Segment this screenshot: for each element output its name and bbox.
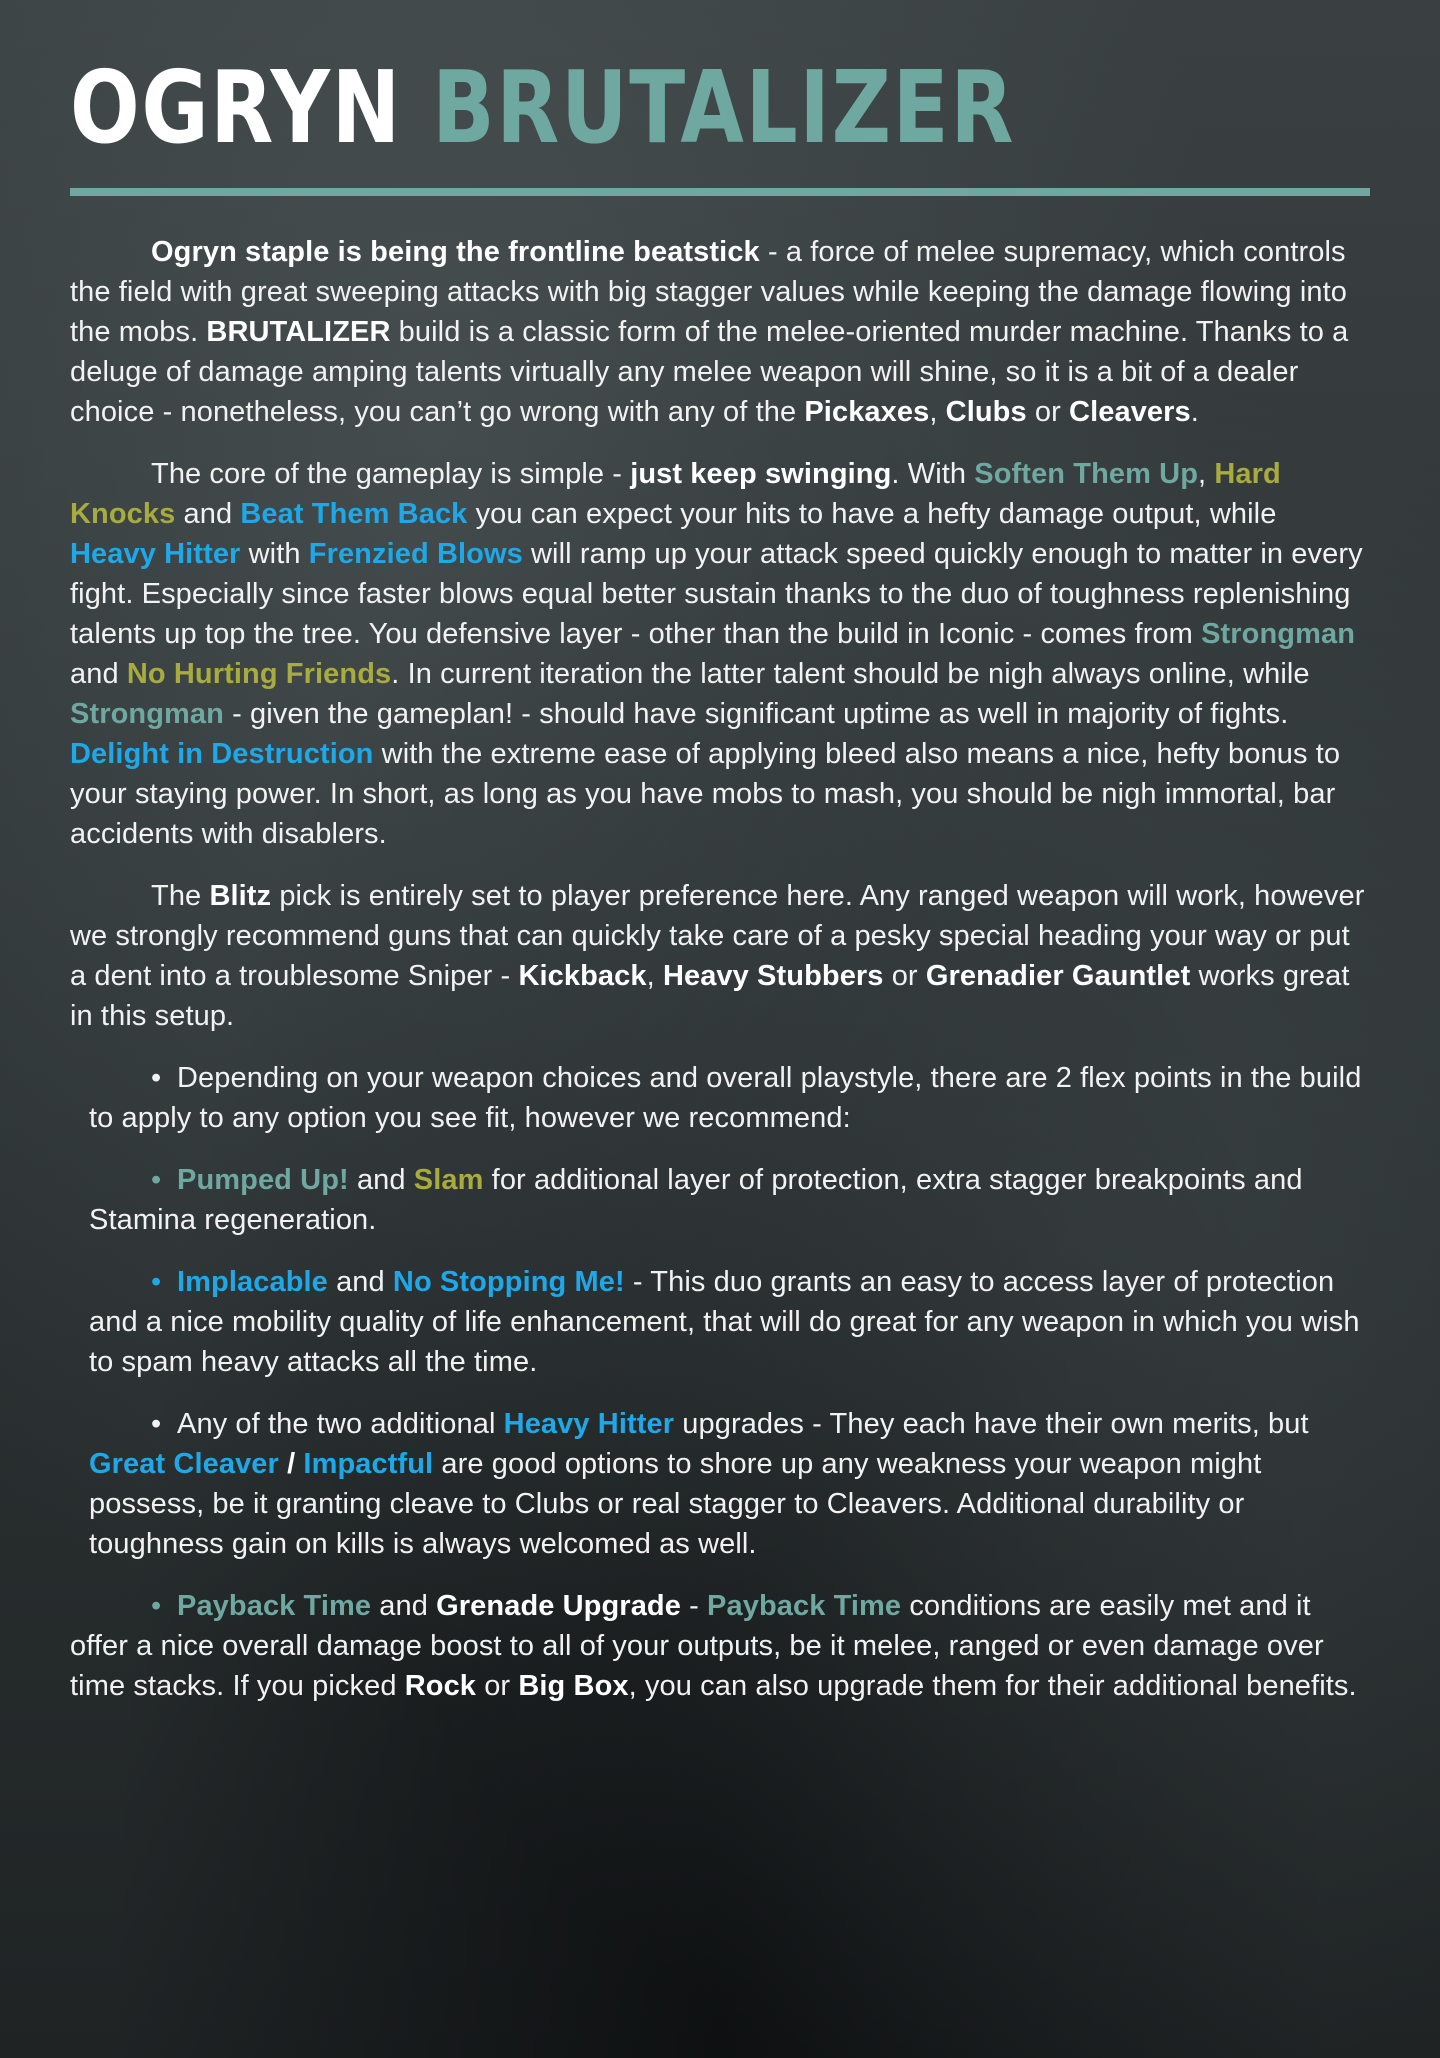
text-run: works great in this setup.: [70, 960, 1350, 1032]
text-run: , you can also upgrade them for their additional benefits.: [628, 1670, 1357, 1702]
talent-no-stopping-me: No Stopping Me!: [392, 1266, 625, 1298]
text-run: . In current iteration the latter talent should be nigh always online, while: [391, 658, 1310, 690]
text-run: or: [476, 1670, 519, 1702]
bold-phrase: /: [278, 1448, 304, 1480]
text-run: . With: [891, 458, 975, 490]
text-run: - a force of melee supremacy, which controls the field with great sweeping attacks with big stagger values while keeping the damage flowing into the mobs.: [70, 236, 1347, 348]
bold-phrase: Rock: [404, 1670, 477, 1702]
talent-no-hurting-friends: No Hurting Friends: [126, 658, 392, 690]
bold-phrase: Grenade Upgrade: [436, 1590, 681, 1622]
text-run: upgrades - They each have their own merits, but: [674, 1408, 1309, 1440]
text-run: you can expect your hits to have a hefty damage output, while: [467, 498, 1277, 530]
bold-phrase: Heavy Stubbers: [662, 960, 884, 992]
title-ogryn: OGRYN: [70, 49, 402, 166]
talent-great-cleaver: Great Cleaver: [89, 1448, 279, 1480]
talent-beat-them-back: Beat Them Back: [240, 498, 468, 530]
talent-strongman: Strongman: [70, 698, 224, 730]
text-run: ,: [646, 960, 663, 992]
text-run: .: [1190, 396, 1199, 428]
bullet-implacable: [89, 1262, 1370, 1382]
talent-hard-knocks: Hard Knocks: [70, 458, 1281, 530]
talent-pumped-up: Pumped Up!: [177, 1164, 349, 1196]
title-brutalizer: BRUTALIZER: [432, 49, 1016, 166]
bold-phrase: BRUTALIZER: [206, 316, 391, 348]
bold-phrase: Ogryn staple is being the frontline beatstick: [151, 236, 760, 268]
bullet-icon: •: [151, 1062, 162, 1094]
text-run: and: [348, 1164, 414, 1196]
text-run: and: [327, 1266, 393, 1298]
page-title: [70, 49, 1136, 166]
talent-payback-time: Payback Time: [177, 1590, 372, 1622]
bold-phrase: Cleavers: [1069, 396, 1191, 428]
text-run: The core of the gameplay is simple -: [151, 458, 631, 490]
talent-heavy-hitter: Heavy Hitter: [503, 1408, 675, 1440]
text-run: or: [883, 960, 926, 992]
text-run: are good options to shore up any weakness your weapon might possess, be it granting cleave to Clubs or real stagger to Cleavers. Additional durability or toughness gain on kills is always welcomed as well.: [89, 1448, 1262, 1560]
bold-phrase: Pickaxes: [804, 396, 930, 428]
text-run: -: [680, 1590, 708, 1622]
bold-phrase: Kickback: [518, 960, 647, 992]
text-run: conditions are easily met and it offer a nice overall damage boost to all of your outputs, be it melee, ranged or even damage over time stacks. If you picked: [70, 1590, 1324, 1702]
blitz-paragraph: [70, 876, 1370, 1036]
bullet-icon: •: [151, 1408, 162, 1440]
talent-soften-them-up: Soften Them Up: [974, 458, 1199, 490]
bullet-icon: •: [151, 1590, 162, 1622]
text-run: Any of the two additional: [177, 1408, 504, 1440]
bullet-flex-points: [89, 1058, 1370, 1138]
text-run: and: [70, 658, 127, 690]
text-run: ,: [1198, 458, 1215, 490]
text-run: for additional layer of protection, extra stagger breakpoints and Stamina regeneration.: [89, 1164, 1303, 1236]
bullet-icon: •: [151, 1266, 162, 1298]
bold-phrase: just keep swinging: [630, 458, 892, 490]
bullet-pumped-up-slam: [89, 1160, 1370, 1240]
talent-payback-time: Payback Time: [707, 1590, 902, 1622]
talent-heavy-hitter: Heavy Hitter: [70, 538, 241, 570]
bullet-heavy-hitter-upgrades: [89, 1404, 1370, 1564]
talent-frenzied-blows: Frenzied Blows: [308, 538, 523, 570]
text-run: Depending on your weapon choices and overall playstyle, there are 2 flex points in the build to apply to any option you see fit, however we recommend:: [89, 1062, 1362, 1134]
text-run: will ramp up your attack speed quickly enough to matter in every fight. Especially since faster blows equal better sustain thanks to the duo of toughness replenishing talents up top the tree. You defensive layer - other than the build in Iconic - comes from: [70, 538, 1363, 650]
talent-slam: Slam: [413, 1164, 484, 1196]
bold-phrase: Grenadier Gauntlet: [925, 960, 1191, 992]
document-page: [70, 49, 1370, 1728]
text-run: ,: [929, 396, 946, 428]
text-run: - given the gameplan! - should have significant uptime as well in majority of fights.: [223, 698, 1289, 730]
talent-implacable: Implacable: [177, 1266, 328, 1298]
text-run: and: [175, 498, 241, 530]
bold-phrase: Clubs: [945, 396, 1027, 428]
title-underline: [70, 188, 1370, 196]
text-run: The: [151, 880, 210, 912]
intro-paragraph: [70, 232, 1370, 432]
text-run: pick is entirely set to player preference here. Any ranged weapon will work, however we strongly recommend guns that can quickly take care of a pesky special heading your way or put a dent into a troublesome Sniper -: [70, 880, 1365, 992]
bullet-payback-time: [70, 1586, 1370, 1706]
gameplay-paragraph: [70, 454, 1370, 854]
text-run: - This duo grants an easy to access layer of protection and a nice mobility quality of life enhancement, that will do great for any weapon in which you wish to spam heavy attacks all the time.: [89, 1266, 1360, 1378]
bullet-icon: •: [151, 1164, 162, 1196]
bold-phrase: Big Box: [518, 1670, 629, 1702]
text-run: and: [371, 1590, 437, 1622]
bold-phrase: Blitz: [209, 880, 272, 912]
text-run: with: [240, 538, 309, 570]
talent-strongman: Strongman: [1201, 618, 1356, 650]
talent-delight-in-destruction: Delight in Destruction: [70, 738, 374, 770]
text-run: with the extreme ease of applying bleed also means a nice, hefty bonus to your staying power. In short, as long as you have mobs to mash, you should be nigh immortal, bar accidents with disablers.: [70, 738, 1341, 850]
text-run: or: [1026, 396, 1070, 428]
talent-impactful: Impactful: [303, 1448, 434, 1480]
text-run: build is a classic form of the melee-oriented murder machine. Thanks to a deluge of damage amping talents virtually any melee weapon will shine, so it is a bit of a dealer choice - nonetheless, you can’t go wrong with any of the: [70, 316, 1349, 428]
